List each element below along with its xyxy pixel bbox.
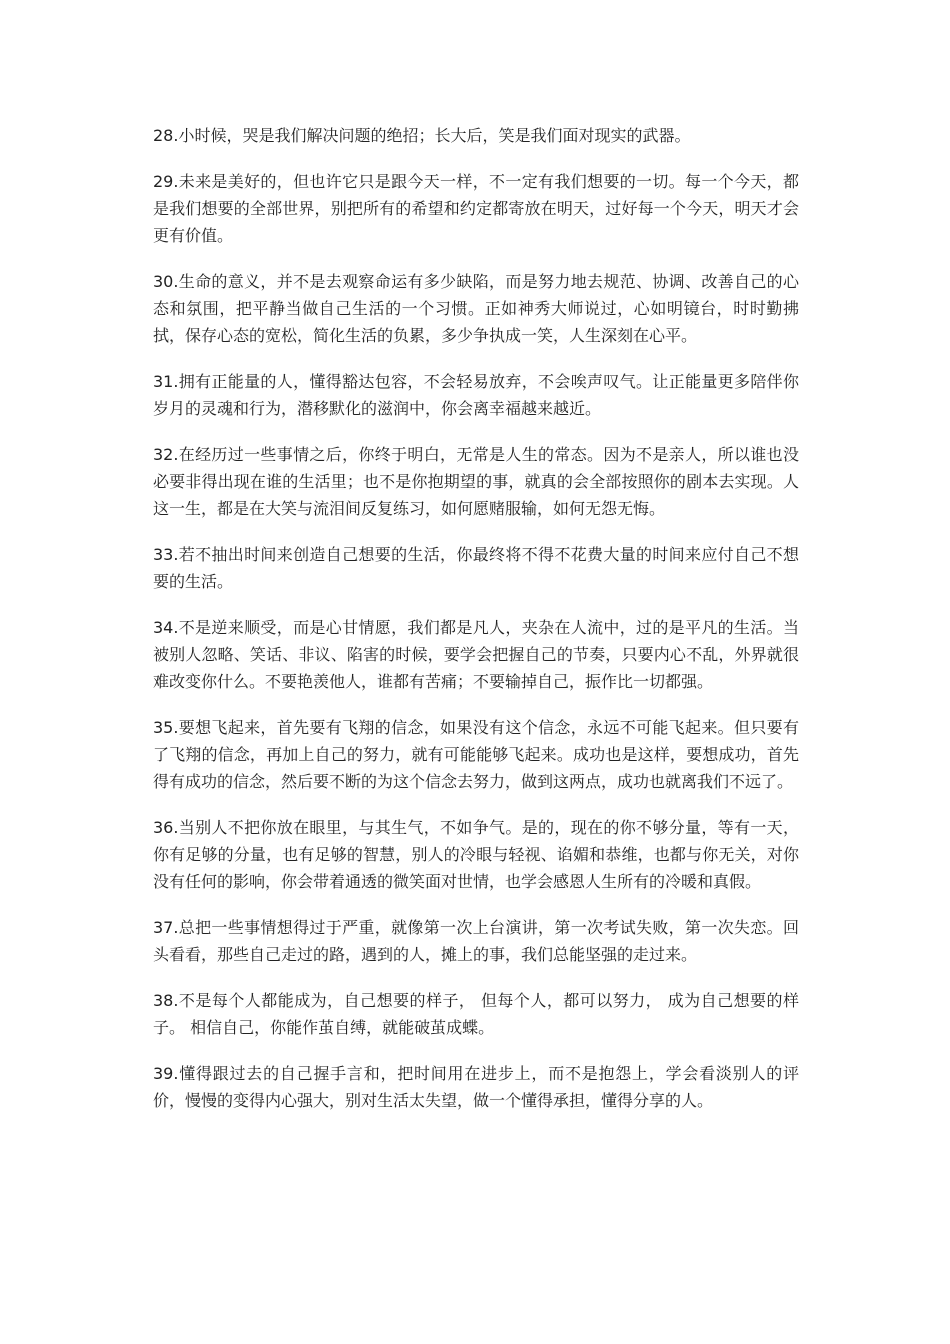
paragraph-38: 38.不是每个人都能成为，自己想要的样子， 但每个人，都可以努力， 成为自己想要的样子。 相信自己，你能作茧自缚，就能破茧成蝶。 [153, 991, 799, 1037]
paragraph-28: 28.小时候，哭是我们解决问题的绝招；长大后，笑是我们面对现实的武器。 [153, 126, 691, 145]
paragraph-33: 33.若不抽出时间来创造自己想要的生活，你最终将不得不花费大量的时间来应付自己不想要的生活。 [153, 545, 799, 591]
paragraph-35: 35.要想飞起来，首先要有飞翔的信念，如果没有这个信念，永远不可能飞起来。但只要有了飞翔的信念，再加上自己的努力，就有可能能够飞起来。成功也是这样，要想成功，首先得有成功的信念，然后要不断的为这个信念去努力，做到这两点，成功也就离我们不远了。 [153, 718, 799, 791]
paragraph-30: 30.生命的意义，并不是去观察命运有多少缺陷，而是努力地去规范、协调、改善自己的心态和氛围，把平静当做自己生活的一个习惯。正如神秀大师说过，心如明镜台，时时勤拂拭，保存心态的宽松，简化生活的负累，多少争执成一笑，人生深刻在心平。 [153, 272, 799, 345]
document-body [153, 122, 799, 1133]
paragraph-32: 32.在经历过一些事情之后，你终于明白，无常是人生的常态。因为不是亲人，所以谁也没必要非得出现在谁的生活里；也不是你抱期望的事，就真的会全部按照你的剧本去实现。人这一生，都是在大笑与流泪间反复练习，如何愿赌服输，如何无怨无悔。 [153, 445, 799, 518]
paragraph-36: 36.当别人不把你放在眼里，与其生气，不如争气。是的，现在的你不够分量，等有一天，你有足够的分量，也有足够的智慧，别人的冷眼与轻视、谄媚和恭维，也都与你无关，对你没有任何的影响，你会带着通透的微笑面对世情，也学会感恩人生所有的冷暖和真假。 [153, 818, 799, 891]
paragraph-39: 39.懂得跟过去的自己握手言和，把时间用在进步上，而不是抱怨上，学会看淡别人的评价，慢慢的变得内心强大，别对生活太失望，做一个懂得承担，懂得分享的人。 [153, 1064, 799, 1110]
paragraph-29: 29.未来是美好的，但也许它只是跟今天一样，不一定有我们想要的一切。每一个今天，都是我们想要的全部世界，别把所有的希望和约定都寄放在明天，过好每一个今天，明天才会更有价值。 [153, 172, 799, 245]
paragraph-37: 37.总把一些事情想得过于严重，就像第一次上台演讲，第一次考试失败，第一次失恋。回头看看，那些自己走过的路，遇到的人，摊上的事，我们总能坚强的走过来。 [153, 918, 799, 964]
paragraph-34: 34.不是逆来顺受，而是心甘情愿，我们都是凡人，夹杂在人流中，过的是平凡的生活。当被别人忽略、笑话、非议、陷害的时候，要学会把握自己的节奏，只要内心不乱，外界就很难改变你什么。不要艳羡他人，谁都有苦痛；不要输掉自己，振作比一切都强。 [153, 618, 799, 691]
paragraph-31: 31.拥有正能量的人，懂得豁达包容，不会轻易放弃，不会唉声叹气。让正能量更多陪伴你岁月的灵魂和行为，潜移默化的滋润中，你会离幸福越来越近。 [153, 372, 799, 418]
